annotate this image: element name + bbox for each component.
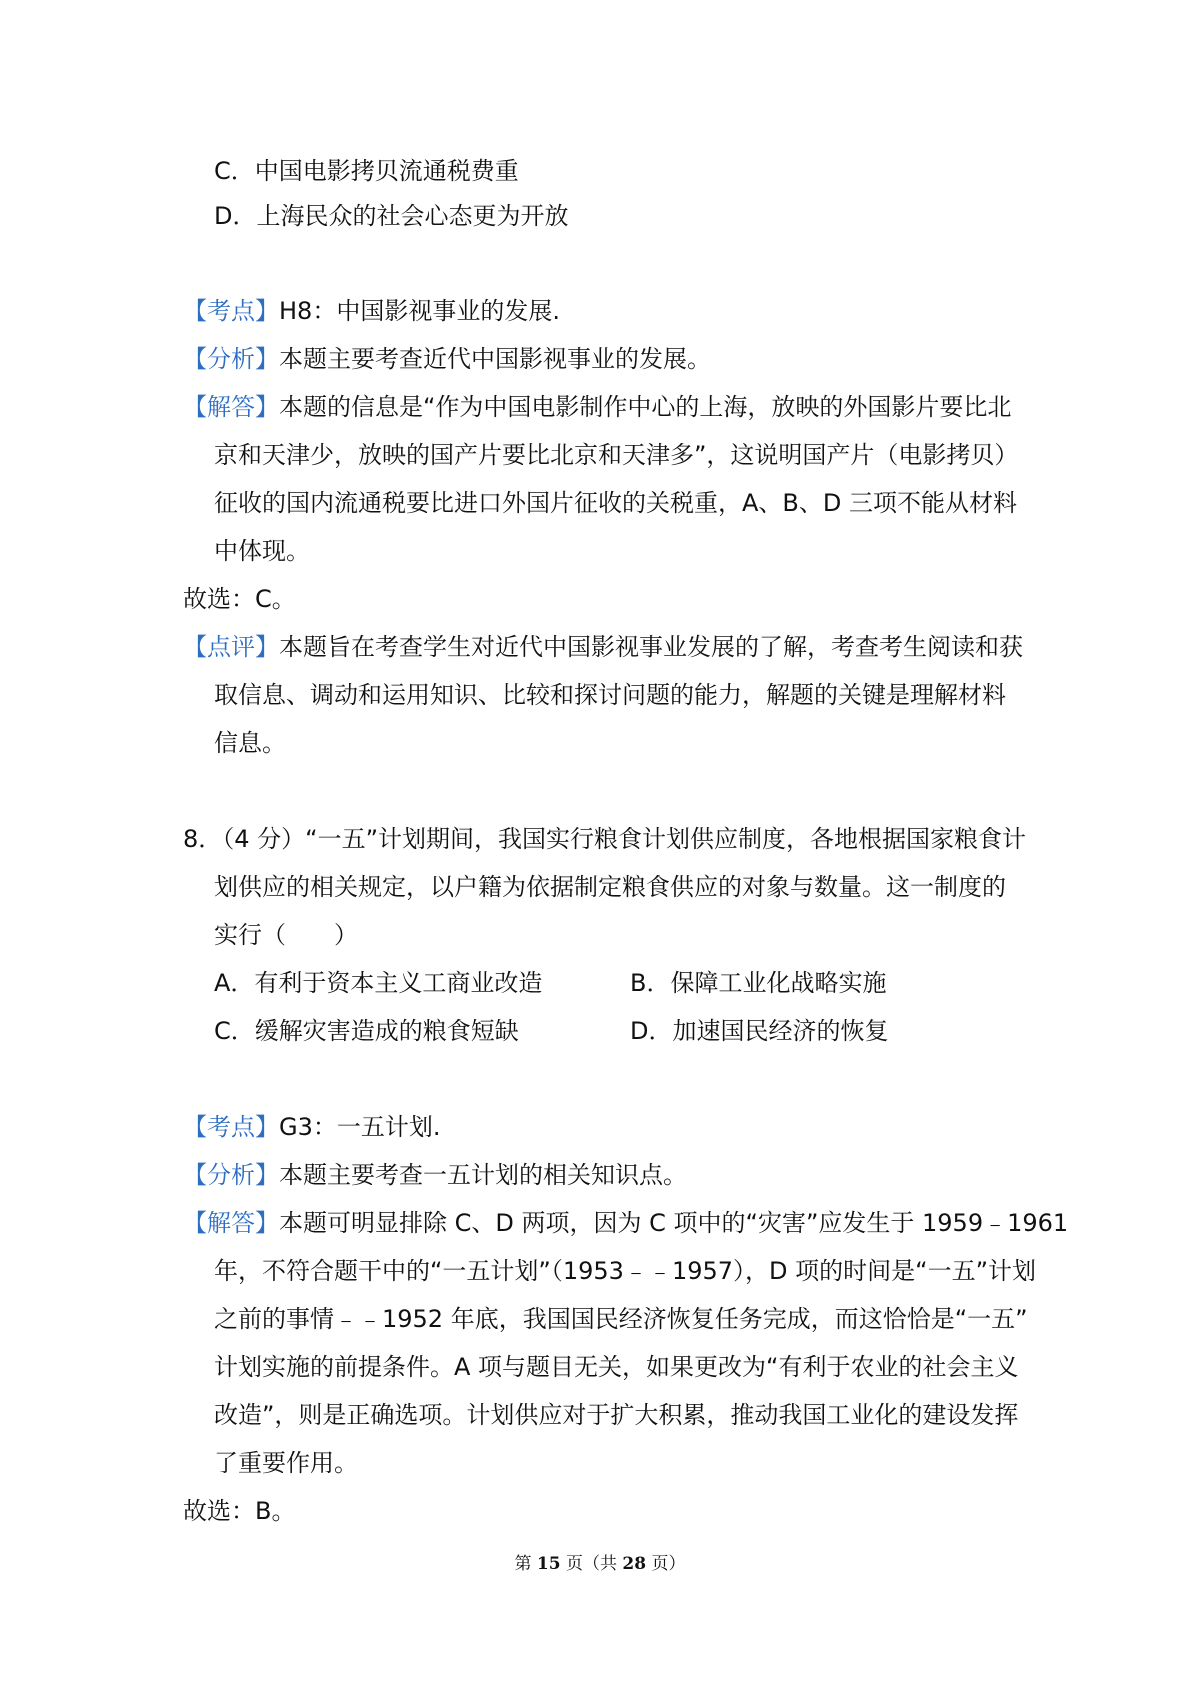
q8-jieda-line-4: 计划实施的前提条件。A 项与题目无关，如果更改为“有利于农业的社会主义 xyxy=(214,1353,1019,1381)
footer-middle: 页（共 xyxy=(560,1554,623,1574)
q7-jieda-line-4: 中体现。 xyxy=(214,537,310,565)
q7-jieda-line-2: 京和天津少，放映的国产片要比北京和天津多”，这说明国产片（电影拷贝） xyxy=(214,441,1019,469)
q8-stem-line-1: 8．（4 分）“一五”计划期间，我国实行粮食计划供应制度，各地根据国家粮食计 xyxy=(183,825,1027,853)
q7-dianping-line-2: 取信息、调动和运用知识、比较和探讨问题的能力，解题的关键是理解材料 xyxy=(214,681,1006,709)
q7-option-c: C．中国电影拷贝流通税费重 xyxy=(214,157,519,185)
kaodian-text: H8：中国影视事业的发展. xyxy=(279,297,560,325)
jieda-text: 本题的信息是“作为中国电影制作中心的上海，放映的外国影片要比北 xyxy=(279,393,1012,421)
kaodian-tag: 【考点】 xyxy=(183,1113,279,1141)
q8-jieda-line-6: 了重要作用。 xyxy=(214,1449,358,1477)
fenxi-tag: 【分析】 xyxy=(183,345,279,373)
q7-answer: 故选：C。 xyxy=(183,585,296,613)
q8-stem-line-2: 划供应的相关规定，以户籍为依据制定粮食供应的对象与数量。这一制度的 xyxy=(214,873,1006,901)
jieda-tag: 【解答】 xyxy=(183,1209,279,1237)
fenxi-tag: 【分析】 xyxy=(183,1161,279,1189)
q8-jieda-line-2: 年，不符合题干中的“一五计划”（1953﹣﹣1957），D 项的时间是“一五”计划 xyxy=(214,1257,1036,1285)
fenxi-text: 本题主要考查近代中国影视事业的发展。 xyxy=(279,345,711,373)
q8-fenxi xyxy=(183,1159,687,1191)
q7-option-d: D．上海民众的社会心态更为开放 xyxy=(214,202,569,230)
jieda-tag: 【解答】 xyxy=(183,393,279,421)
page-footer xyxy=(0,1552,1200,1576)
footer-suffix: 页） xyxy=(646,1554,686,1574)
q8-kaodian xyxy=(183,1111,441,1143)
q8-answer: 故选：B。 xyxy=(183,1497,296,1525)
footer-page-number: 15 xyxy=(536,1554,561,1574)
dianping-tag: 【点评】 xyxy=(183,633,279,661)
q8-option-d: D．加速国民经济的恢复 xyxy=(630,1017,889,1045)
q8-stem-line-3: 实行（ ） xyxy=(214,921,358,949)
q7-kaodian xyxy=(183,295,560,327)
q7-jieda-line-1 xyxy=(183,391,1011,423)
q8-option-b: B．保障工业化战略实施 xyxy=(630,969,887,997)
q7-jieda-line-3: 征收的国内流通税要比进口外国片征收的关税重，A、B、D 三项不能从材料 xyxy=(214,489,1017,517)
q8-option-a: A．有利于资本主义工商业改造 xyxy=(214,969,543,997)
jieda-text: 本题可明显排除 C、D 两项，因为 C 项中的“灾害”应发生于 1959﹣1961 xyxy=(279,1209,1069,1237)
q8-jieda-line-3: 之前的事情﹣﹣1952 年底，我国国民经济恢复任务完成，而这恰恰是“一五” xyxy=(214,1305,1028,1333)
kaodian-tag: 【考点】 xyxy=(183,297,279,325)
footer-prefix: 第 xyxy=(514,1554,537,1574)
q8-jieda-line-5: 改造”，则是正确选项。计划供应对于扩大积累，推动我国工业化的建设发挥 xyxy=(214,1401,1019,1429)
q7-dianping-line-3: 信息。 xyxy=(214,729,286,757)
kaodian-text: G3：一五计划. xyxy=(279,1113,441,1141)
q8-option-c: C．缓解灾害造成的粮食短缺 xyxy=(214,1017,519,1045)
footer-total-pages: 28 xyxy=(622,1554,647,1574)
dianping-text: 本题旨在考查学生对近代中国影视事业发展的了解，考查考生阅读和获 xyxy=(279,633,1023,661)
q7-dianping-line-1 xyxy=(183,631,1023,663)
q7-fenxi xyxy=(183,343,711,375)
q8-jieda-line-1 xyxy=(183,1207,1068,1239)
fenxi-text: 本题主要考查一五计划的相关知识点。 xyxy=(279,1161,687,1189)
